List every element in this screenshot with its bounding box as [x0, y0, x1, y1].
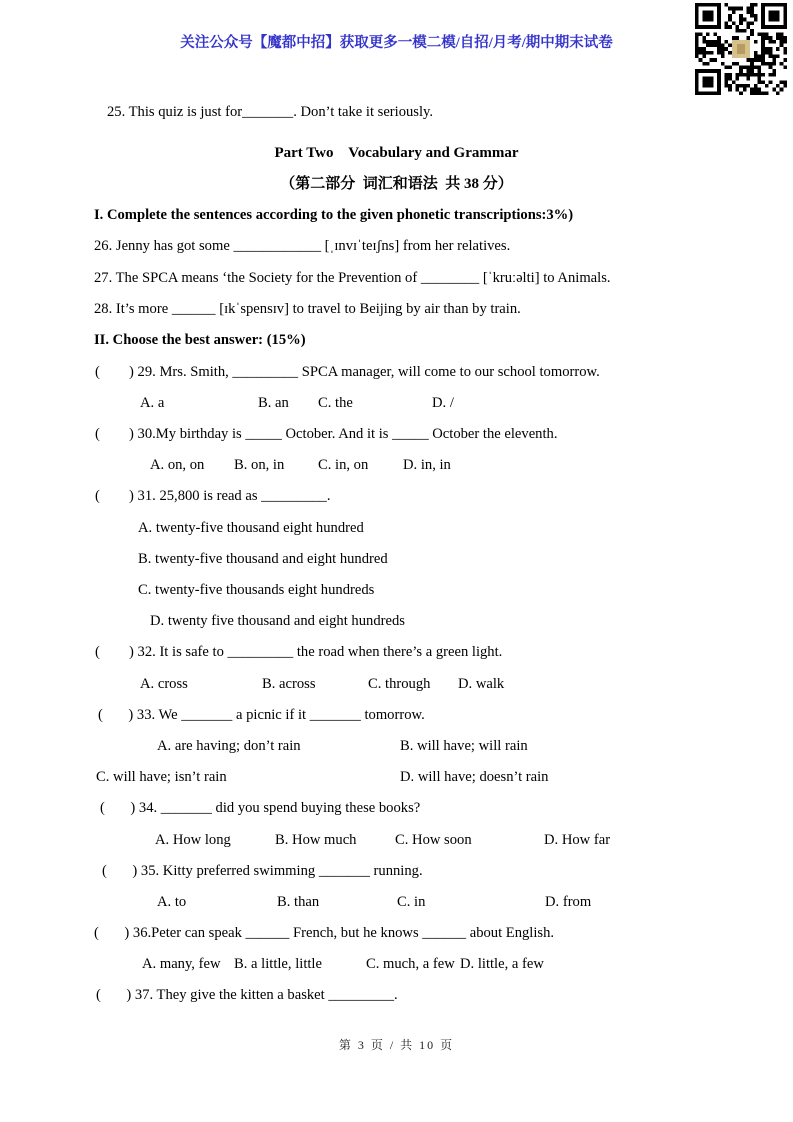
question-35-options	[0, 893, 793, 913]
option-b: B. will have; will rain	[400, 738, 528, 754]
question-34-options	[0, 831, 793, 851]
option-d: D. How far	[544, 832, 611, 848]
option-d: D. /	[432, 395, 454, 411]
question-27: 27. The SPCA means ‘the Society for the Prevention of ________ [ˈkruːəlti] to Animals.	[94, 270, 611, 286]
option-c: C. the	[318, 395, 353, 411]
question-29-stem: ( ) 29. Mrs. Smith, _________ SPCA manager, will come to our school tomorrow.	[95, 364, 600, 380]
option-b: B. an	[258, 395, 289, 411]
option-c: C. in, on	[318, 457, 369, 473]
question-37-stem: ( ) 37. They give the kitten a basket _________.	[96, 987, 398, 1003]
option-b: B. than	[277, 894, 320, 910]
option-b: B. across	[262, 676, 316, 692]
question-32-stem: ( ) 32. It is safe to _________ the road when there’s a green light.	[95, 644, 503, 660]
option-a: A. to	[157, 894, 187, 910]
footer-page-number: 第 3 页 / 共 10 页	[338, 1038, 455, 1052]
option-b: B. a little, little	[234, 956, 322, 972]
part-two-subtitle: （第二部分 词汇和语法 共 38 分）	[280, 176, 513, 192]
option-d: D. will have; doesn’t rain	[400, 769, 549, 785]
question-36-stem: ( ) 36.Peter can speak ______ French, but he knows ______ about English.	[94, 925, 555, 941]
question-31-option-c: C. twenty-five thousands eight hundreds	[138, 582, 375, 598]
option-a: A. are having; don’t rain	[157, 738, 301, 754]
section-2-heading: II. Choose the best answer: (15%)	[94, 332, 306, 348]
question-33-stem: ( ) 33. We _______ a picnic if it _______ tomorrow.	[98, 707, 425, 723]
question-26: 26. Jenny has got some ____________ [ˌɪnvɪˈteɪʃns] from her relatives.	[94, 238, 511, 254]
question-32-options	[0, 675, 793, 695]
question-25: 25. This quiz is just for_______. Don’t take it seriously.	[107, 104, 434, 120]
option-b: B. How much	[275, 832, 357, 848]
option-c: C. through	[368, 676, 431, 692]
question-31-option-b: B. twenty-five thousand and eight hundred	[138, 551, 388, 567]
option-d: D. from	[545, 894, 592, 910]
question-31-option-d: D. twenty five thousand and eight hundreds	[150, 613, 405, 629]
option-b: B. on, in	[234, 457, 285, 473]
option-c: C. in	[397, 894, 426, 910]
option-d: D. little, a few	[460, 956, 544, 972]
question-31-option-a: A. twenty-five thousand eight hundred	[138, 520, 364, 536]
question-34-stem: ( ) 34. _______ did you spend buying these books?	[100, 800, 421, 816]
question-30-options	[0, 456, 793, 476]
question-31-stem: ( ) 31. 25,800 is read as _________.	[95, 488, 331, 504]
question-30-stem: ( ) 30.My birthday is _____ October. And it is _____ October the eleventh.	[95, 426, 558, 442]
question-35-stem: ( ) 35. Kitty preferred swimming _______ running.	[102, 863, 423, 879]
option-c: C. much, a few	[366, 956, 455, 972]
option-c: C. How soon	[395, 832, 472, 848]
part-two-title: Part Two Vocabulary and Grammar	[274, 145, 519, 161]
qr-code-icon	[695, 3, 787, 95]
question-28: 28. It’s more ______ [ɪkˈspensɪv] to travel to Beijing by air than by train.	[94, 301, 521, 317]
option-a: A. How long	[155, 832, 231, 848]
option-c: C. will have; isn’t rain	[96, 769, 227, 785]
option-a: A. on, on	[150, 457, 205, 473]
question-33-options-row2	[0, 768, 793, 788]
option-a: A. many, few	[142, 956, 221, 972]
option-a: A. a	[140, 395, 165, 411]
header-promo-text: 关注公众号【魔都中招】获取更多一模二模/自招/月考/期中期末试卷	[180, 35, 613, 51]
option-d: D. walk	[458, 676, 505, 692]
section-1-heading: I. Complete the sentences according to the given phonetic transcriptions:3%)	[94, 207, 574, 223]
option-d: D. in, in	[403, 457, 451, 473]
question-36-options	[0, 955, 793, 975]
option-a: A. cross	[140, 676, 188, 692]
question-29-options	[0, 394, 793, 414]
question-33-options-row1	[0, 737, 793, 757]
